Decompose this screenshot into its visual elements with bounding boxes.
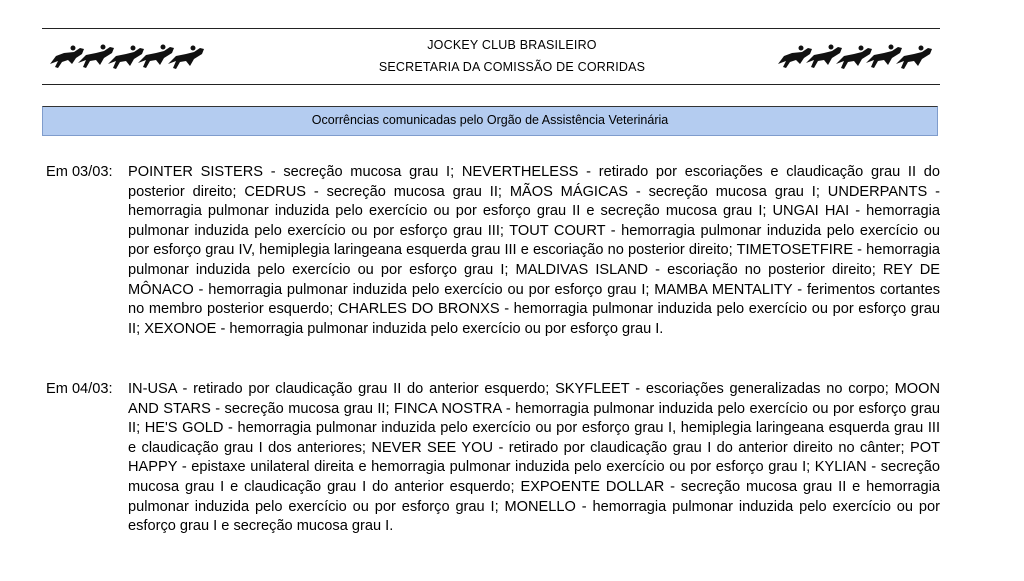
entry-date: Em 03/03:	[46, 164, 113, 180]
entry-text: IN-USA - retirado por claudicação grau II do anterior esquerdo; SKYFLEET - escoriações generalizadas no corpo; MOON AND STARS - secreção mucosa grau II; FINCA NOSTRA - hemorragia pulmonar induzida pelo exercício ou por esforço grau II; HE'S GOLD - hemorragia pulmonar induzida pelo exercício ou por esforço grau I, hemiplegia laringeana esquerda grau III e claudicação grau I dos anteriores; NEVER SEE YOU - retirado por claudicação grau I do anterior direito no cânter; POT HAPPY - epistaxe unilateral direita e hemorragia pulmonar induzida pelo exercício ou por esforço grau I; KYLIAN - secreção mucosa grau I e claudicação grau I do anterior esquerdo; EXPOENTE DOLLAR - secreção mucosa grau II e hemorragia pulmonar induzida pelo exercício ou por esforço grau I; MONELLO - hemorragia pulmonar induzida pelo exercício ou por esforço grau I e secreção mucosa grau I.	[128, 381, 940, 535]
entry-text: POINTER SISTERS - secreção mucosa grau I; NEVERTHELESS - retirado por escoriações e claudicação grau II do posterior direito; CEDRUS - secreção mucosa grau II; MÃOS MÁGICAS - secreção mucosa grau I; UNDERPANTS - hemorragia pulmonar induzida pelo exercício ou por esforço grau II e secreção mucosa grau I; UNGAI HAI - hemorragia pulmonar induzida pelo exercício ou por esforço grau III; TOUT COURT - hemorragia pulmonar induzida pelo exercício ou por esforço grau IV, hemiplegia laringeana esquerda grau III e escoriação no posterior direito; TIMETOSETFIRE - hemorragia pulmonar induzida pelo exercício ou por esforço grau I; MALDIVAS ISLAND - escoriação no posterior direito; REY DE MÔNACO - hemorragia pulmonar induzida pelo exercício ou por esforço grau I; MAMBA MENTALITY - ferimentos cortantes no membro posterior esquerdo; CHARLES DO BRONXS - hemorragia pulmonar induzida pelo exercício ou por esforço grau II; XEXONOE - hemorragia pulmonar induzida pelo exercício ou por esforço grau I.	[128, 164, 940, 337]
racing-horses-icon	[774, 42, 942, 72]
entry-date: Em 04/03:	[46, 381, 113, 397]
header-top-rule	[42, 28, 940, 29]
header-bottom-rule	[42, 84, 940, 85]
section-banner: Ocorrências comunicadas pelo Orgão de Assistência Veterinária	[42, 106, 938, 136]
organization-name: JOCKEY CLUB BRASILEIRO	[427, 38, 597, 52]
department-name: SECRETARIA DA COMISSÃO DE CORRIDAS	[378, 60, 646, 74]
